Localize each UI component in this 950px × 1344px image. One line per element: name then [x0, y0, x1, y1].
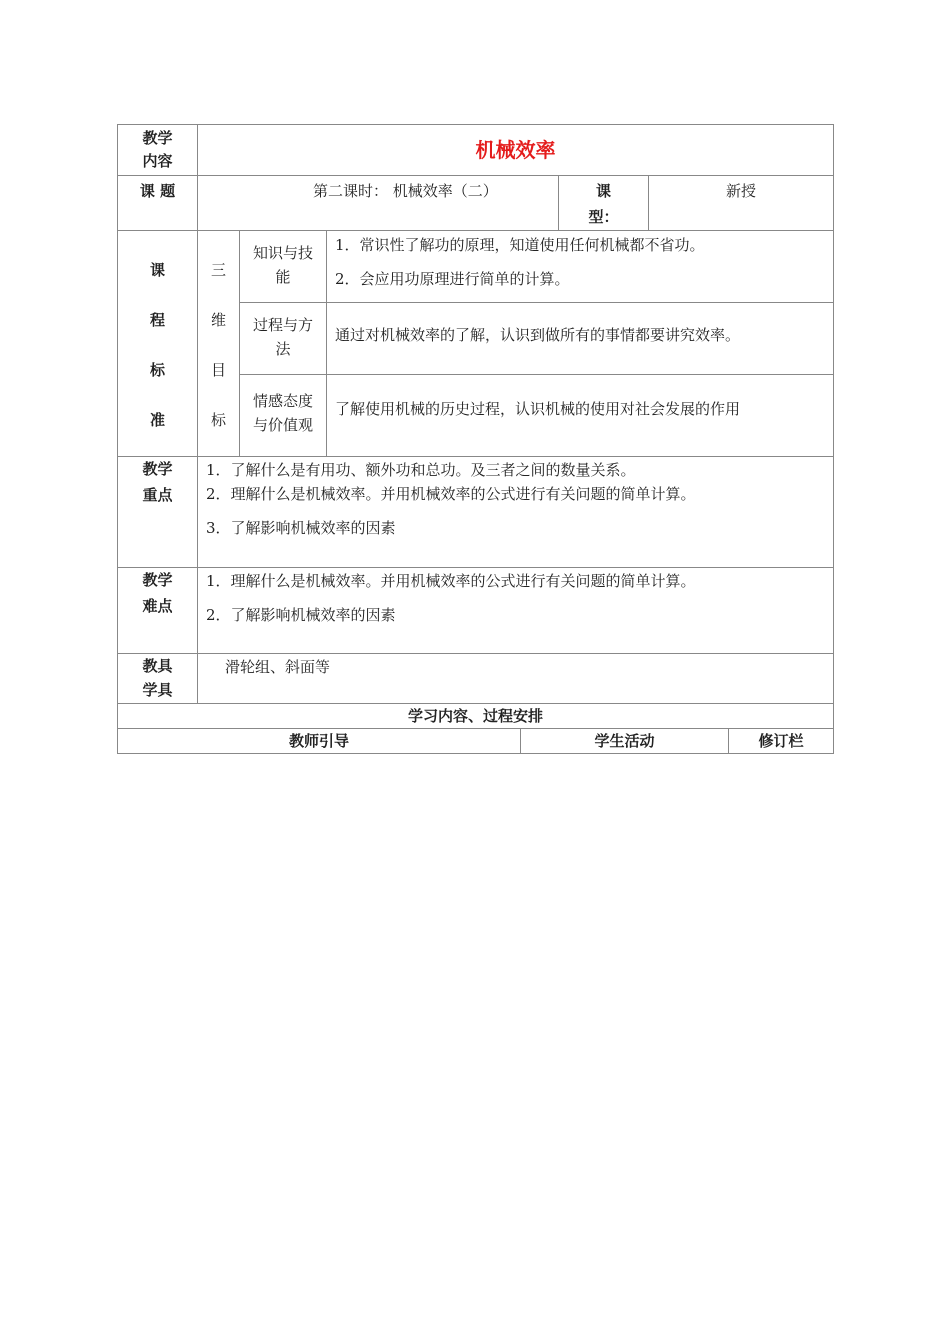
- difficult-point-line: 2．了解影响机械效率的因素: [206, 606, 396, 624]
- goal-line: 通过对机械效率的了解，认识到做所有的事情都要讲究效率。: [335, 326, 741, 344]
- row-difficult-points: [118, 568, 834, 654]
- label-standard-char: 课: [149, 261, 165, 279]
- goal-attitude-text: [327, 375, 834, 457]
- goal-attitude-label: 情感态度与价值观: [240, 375, 327, 457]
- label-standard-char: 程: [149, 311, 165, 329]
- goal-line: 了解使用机械的历史过程，认识机械的使用对社会发展的作用: [335, 400, 741, 418]
- difficult-points-text: [198, 568, 834, 654]
- key-point-line: 1．了解什么是有用功、额外功和总功。及三者之间的数量关系。: [206, 461, 636, 479]
- row-arrangement: [118, 704, 834, 729]
- arrangement-title: 学习内容、过程安排: [118, 704, 834, 729]
- label-difficult-points: 教学难点: [118, 568, 198, 654]
- three-dimension-char: 维: [210, 311, 226, 329]
- label-type: 课型：: [559, 176, 649, 231]
- column-student: 学生活动: [521, 729, 729, 754]
- tools-text: 滑轮组、斜面等: [198, 654, 834, 704]
- label-standard-char: 准: [149, 411, 165, 429]
- label-key-points: 教学重点: [118, 457, 198, 568]
- key-point-line: 2．理解什么是机械效率。并用机械效率的公式进行有关问题的简单计算。: [206, 485, 696, 503]
- goal-process-label: 过程与方法: [240, 303, 327, 375]
- row-standard-1: [118, 231, 834, 303]
- lesson-plan-table: [117, 124, 834, 754]
- goal-knowledge-label: 知识与技能: [240, 231, 327, 303]
- label-tools: 教具学具: [118, 654, 198, 704]
- difficult-point-line: 1．理解什么是机械效率。并用机械效率的公式进行有关问题的简单计算。: [206, 572, 696, 590]
- goal-knowledge-text: [327, 231, 834, 303]
- label-content: 教学内容: [118, 125, 198, 176]
- goal-line: 2．会应用功原理进行简单的计算。: [335, 270, 570, 288]
- row-columns: [118, 729, 834, 754]
- lesson-type: 新授: [649, 176, 834, 231]
- row-topic: [118, 176, 834, 231]
- three-dimension-char: 标: [210, 411, 226, 429]
- lesson-name: 第二课时： 机械效率（二）: [198, 176, 559, 231]
- row-content: [118, 125, 834, 176]
- column-revision: 修订栏: [729, 729, 834, 754]
- key-points-text: [198, 457, 834, 568]
- label-three-dimension: [198, 231, 240, 457]
- row-key-points: [118, 457, 834, 568]
- label-topic: 课 题: [118, 176, 198, 231]
- three-dimension-char: 三: [210, 261, 226, 279]
- lesson-plan-sheet: [117, 124, 833, 754]
- column-teacher: 教师引导: [118, 729, 521, 754]
- row-tools: [118, 654, 834, 704]
- key-point-line: 3．了解影响机械效率的因素: [206, 519, 396, 537]
- label-standard: [118, 231, 198, 457]
- three-dimension-char: 目: [210, 361, 226, 379]
- goal-line: 1．常识性了解功的原理，知道使用任何机械都不省功。: [335, 236, 705, 254]
- goal-process-text: [327, 303, 834, 375]
- label-standard-char: 标: [149, 361, 165, 379]
- page-title: 机械效率: [198, 125, 834, 176]
